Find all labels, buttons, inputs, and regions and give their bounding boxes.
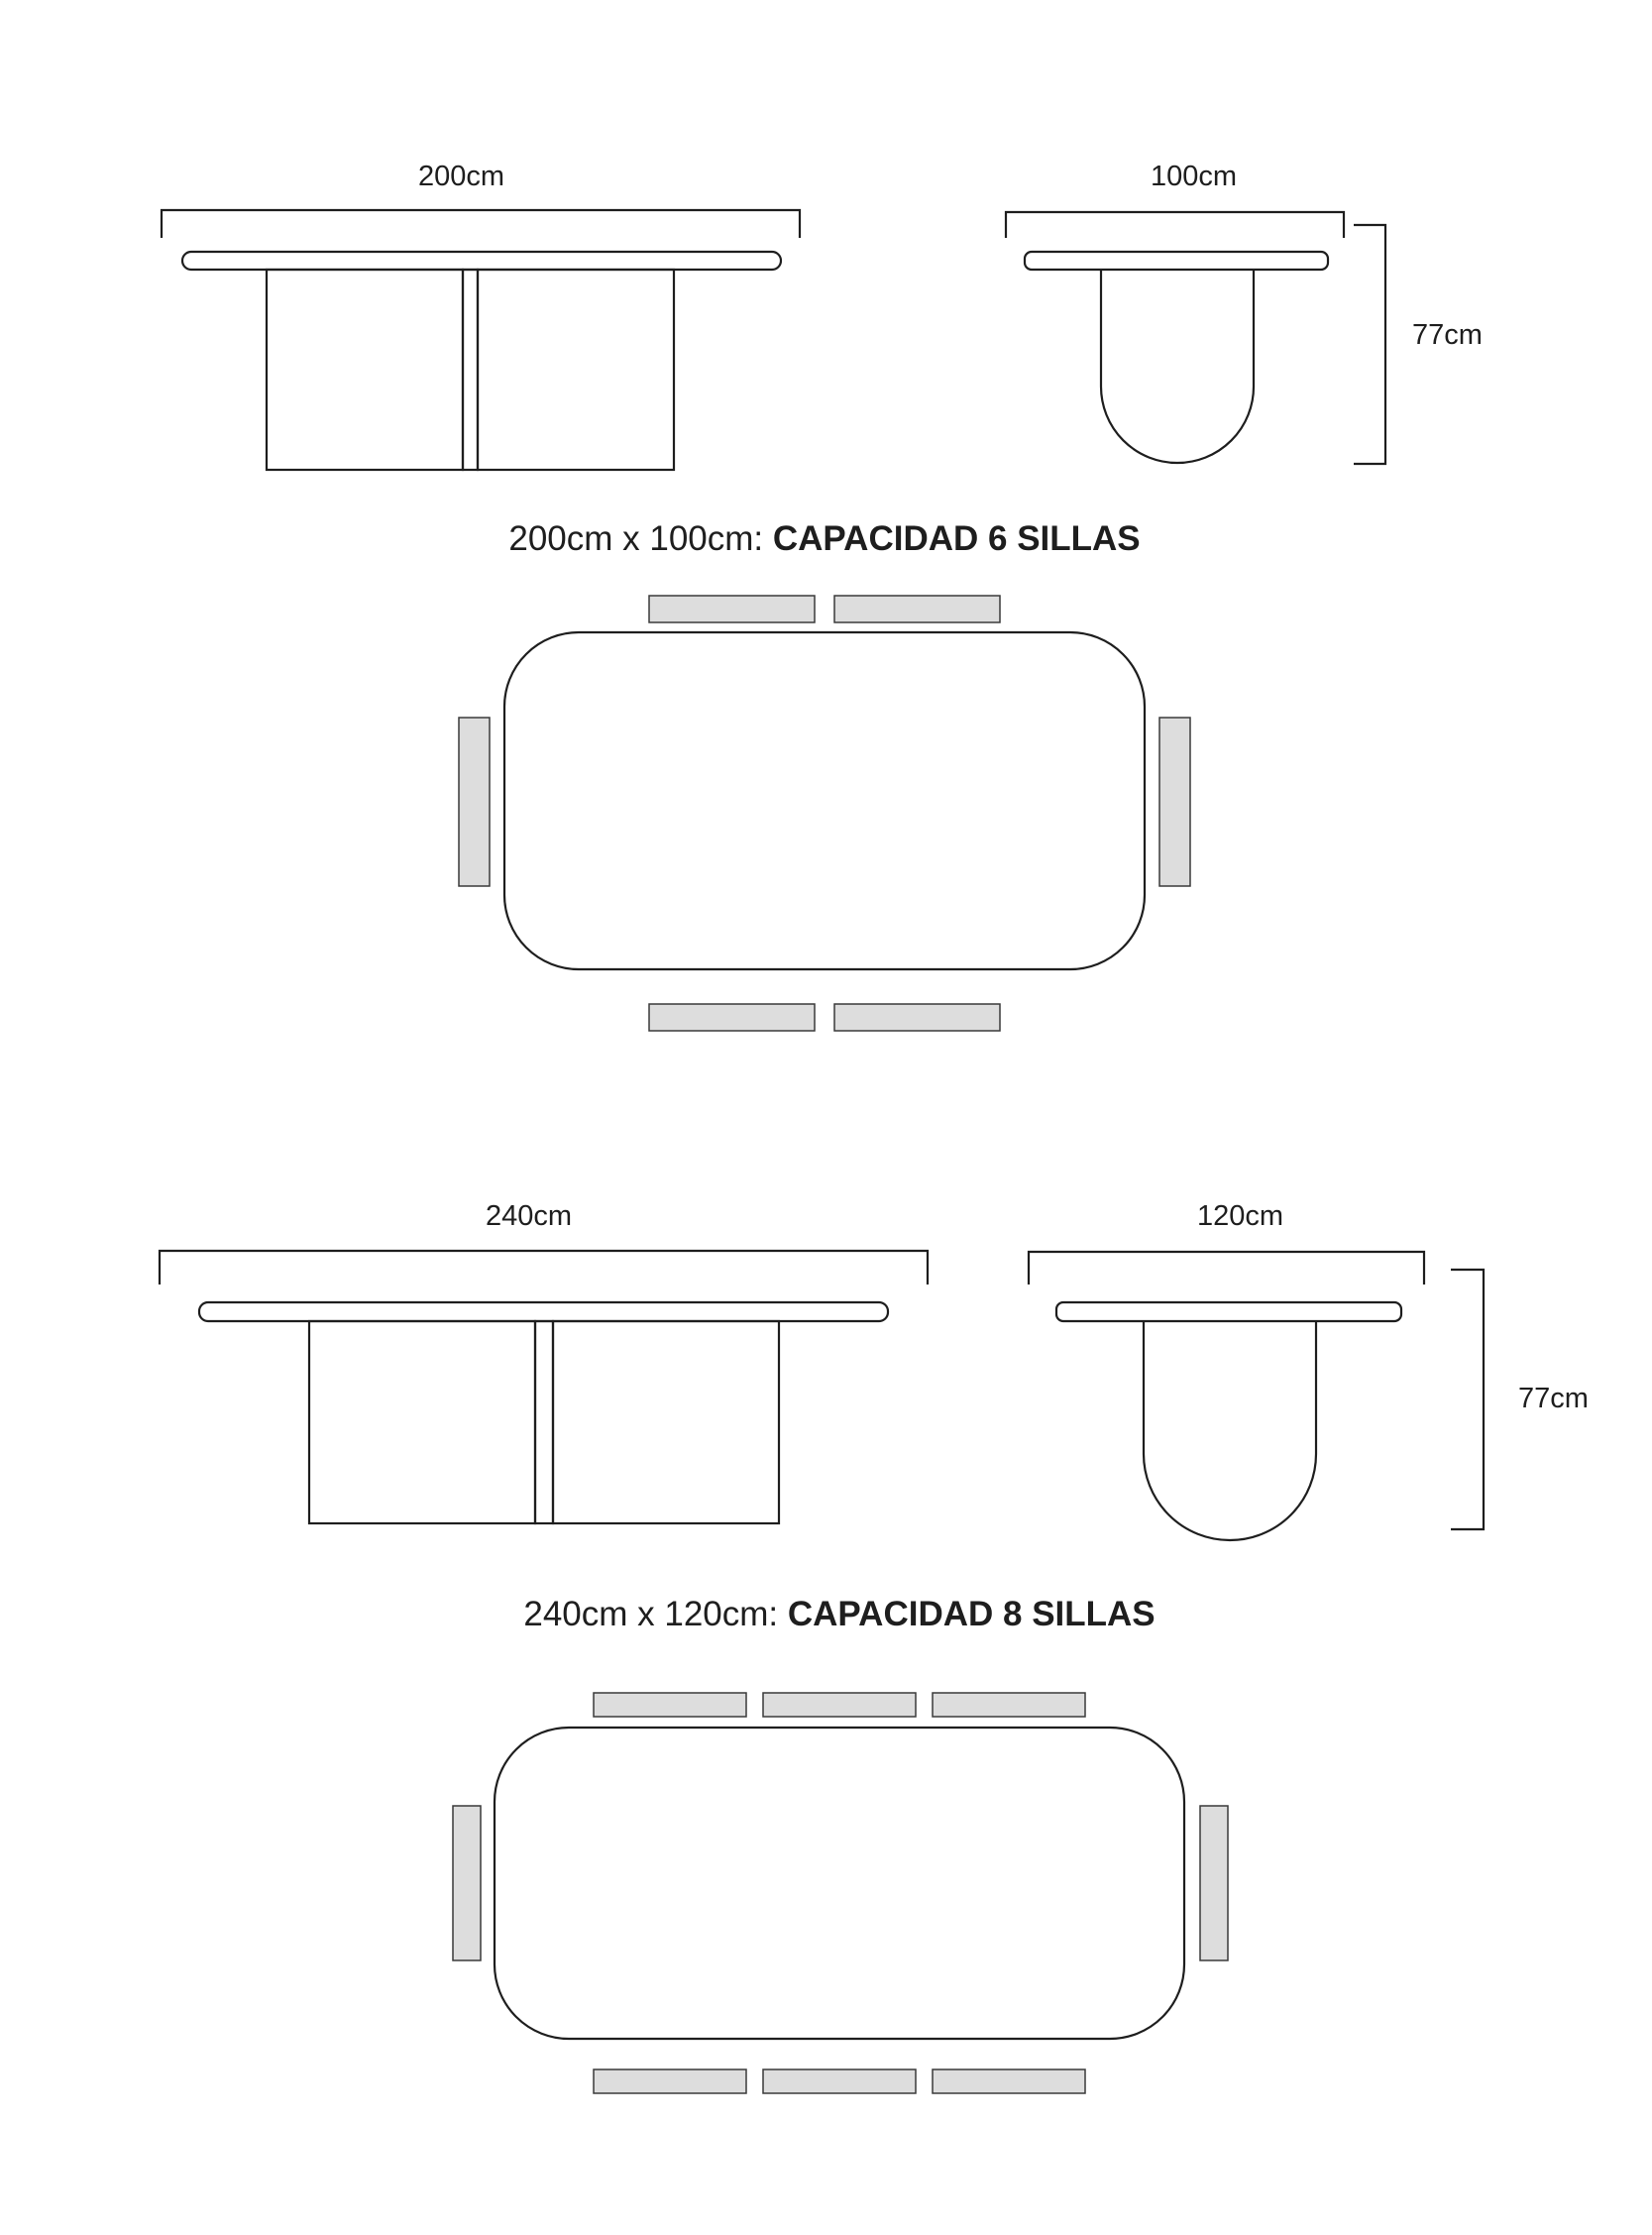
- s2-chair-bottom-2: [763, 2069, 916, 2093]
- s2-side-base-divider: [535, 1321, 553, 1523]
- s2-chair-top-2: [763, 1693, 916, 1717]
- s2-chair-top-1: [594, 1693, 746, 1717]
- s1-top-plan: [459, 596, 1190, 1031]
- s2-end-view: [1029, 1252, 1484, 1540]
- s2-height-label: 77cm: [1518, 1383, 1589, 1414]
- s1-end-view: [1006, 212, 1385, 464]
- s1-end-tabletop: [1025, 252, 1328, 270]
- s2-caption-capacity: CAPACIDAD 8 SILLAS: [787, 1595, 1156, 1633]
- s1-length-label: 200cm: [418, 161, 505, 192]
- s1-chair-right: [1159, 718, 1190, 886]
- s2-length-label: 240cm: [486, 1200, 573, 1232]
- s2-side-base-left: [309, 1321, 535, 1523]
- s2-width-label: 120cm: [1197, 1200, 1284, 1232]
- s2-end-tabletop: [1056, 1302, 1401, 1321]
- s1-chair-top-1: [649, 596, 815, 622]
- s2-side-tabletop: [199, 1302, 888, 1321]
- s2-end-base: [1144, 1321, 1316, 1540]
- s2-chair-top-3: [933, 1693, 1085, 1717]
- s2-chair-bottom-1: [594, 2069, 746, 2093]
- s2-top-plan: [453, 1693, 1228, 2093]
- s1-chair-bottom-2: [834, 1004, 1000, 1031]
- s2-chair-right: [1200, 1806, 1228, 1960]
- s1-caption-capacity: CAPACIDAD 6 SILLAS: [772, 519, 1141, 558]
- s1-width-label: 100cm: [1151, 161, 1238, 192]
- s2-width-bracket: [1029, 1252, 1424, 1285]
- s2-height-bracket: [1451, 1270, 1484, 1529]
- s1-height-bracket: [1354, 225, 1385, 464]
- s1-capacity-caption: [508, 519, 1140, 559]
- s1-chair-bottom-1: [649, 1004, 815, 1031]
- s2-caption-dims: 240cm x 120cm:: [523, 1595, 779, 1633]
- s1-chair-left: [459, 718, 490, 886]
- s1-side-base-right: [478, 270, 674, 470]
- s2-table-top-plan: [495, 1728, 1184, 2039]
- s1-caption-dims: 200cm x 100cm:: [508, 519, 764, 558]
- s1-side-base-divider: [463, 270, 478, 470]
- s1-width-bracket: [1006, 212, 1344, 238]
- s2-side-base-right: [553, 1321, 779, 1523]
- s2-side-view: [160, 1251, 928, 1523]
- s2-capacity-caption: [523, 1595, 1155, 1634]
- s1-side-view: [162, 210, 800, 470]
- s2-chair-bottom-3: [933, 2069, 1085, 2093]
- s2-chair-left: [453, 1806, 481, 1960]
- s1-side-base-left: [267, 270, 463, 470]
- s1-length-bracket: [162, 210, 800, 238]
- s1-side-tabletop: [182, 252, 781, 270]
- s1-chair-top-2: [834, 596, 1000, 622]
- s1-height-label: 77cm: [1412, 319, 1483, 351]
- s1-table-top-plan: [504, 632, 1145, 969]
- s1-end-base: [1101, 270, 1254, 463]
- s2-length-bracket: [160, 1251, 928, 1285]
